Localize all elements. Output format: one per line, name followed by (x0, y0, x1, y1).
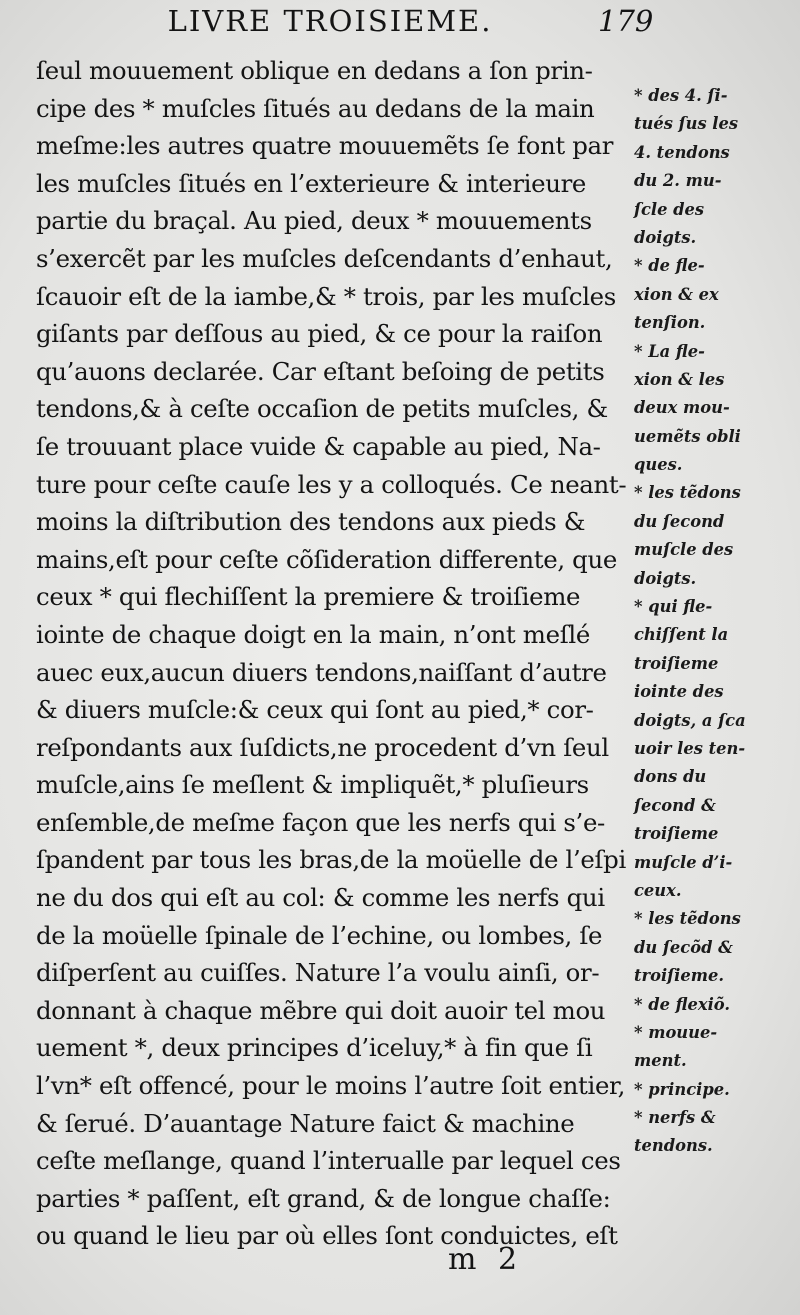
text-line: moins la diſtribution des tendons aux pieds & (36, 507, 586, 537)
margin-note-line: xion & ex (634, 284, 719, 304)
text-line: meſme:les autres quatre mouuemẽts ſe font par (36, 131, 614, 161)
margin-note-line: du 2. mu- (634, 171, 722, 191)
text-line: s’exercẽt par les muſcles deſcendants d’enhaut, (36, 243, 613, 273)
margin-note-line: doigts, a ſca (634, 710, 746, 730)
text-line: de la moüelle ſpinale de l’echine, ou lombes, ſe (36, 920, 603, 950)
margin-note-line: * des 4. ſi- (634, 86, 728, 105)
text-line: ſeul mouuement oblique en dedans a ſon prin- (36, 56, 593, 85)
margin-note-line: doigts. (634, 227, 697, 247)
margin-note-line: troiſieme. (634, 966, 725, 986)
text-line: diſperſent au cuiſſes. Nature l’a voulu ainſi, or- (36, 958, 600, 988)
text-line: ne du dos qui eſt au col: & comme les nerfs qui (36, 883, 605, 913)
margin-note-line: troiſieme (634, 653, 719, 673)
margin-note-line: dons du (634, 767, 707, 787)
text-line: ceſte meſlange, quand l’interualle par lequel ces (36, 1146, 621, 1176)
margin-note-line: ment. (634, 1051, 687, 1071)
margin-note-line: iointe des (634, 682, 724, 702)
margin-note-line: * les tẽdons (634, 483, 741, 503)
text-line: reſpondants aux ſuſdicts,ne procedent d’vn ſeul (36, 732, 609, 762)
text-line: giſants par deſſous au pied, & ce pour la raiſon (36, 319, 603, 349)
margin-note-line: ſcle des (634, 199, 705, 219)
margin-note-line: * principe. (634, 1079, 730, 1099)
text-line: parties * paſſent, eſt grand, & de longue chaſſe: (36, 1183, 611, 1213)
margin-note-line: 4. tendons (634, 142, 730, 162)
margin-note-line: * nerfs & (634, 1108, 716, 1128)
margin-note-line: * qui fle- (634, 597, 713, 617)
text-line: cipe des * muſcles ſitués au dedans de la main (36, 93, 595, 123)
text-line: partie du braçal. Au pied, deux * mouuements (36, 206, 592, 236)
text-line: ceux * qui flechiſſent la premiere & troiſieme (36, 582, 581, 612)
text-line: ſpandent par tous les bras,de la moüelle de l’eſpi (36, 845, 626, 875)
text-line: & diuers muſcle:& ceux qui ſont au pied,* cor- (36, 695, 594, 725)
margin-note-line: chiſſent la (634, 625, 729, 645)
text-line: les muſcles ſitués en l’exterieure & interieure (36, 168, 587, 198)
margin-note-line: * de fle- (634, 256, 705, 276)
margin-note-line: * mouue- (634, 1022, 718, 1042)
margin-note-line: du ſecõd & (634, 937, 733, 957)
margin-note-line: doigts. (634, 568, 697, 588)
text-line: tendons,& à ceſte occaſion de petits muſcles, & (36, 394, 608, 424)
margin-note-line: muſcle d’i- (634, 852, 733, 872)
margin-note-line: tués ſus les (634, 114, 739, 134)
text-line: muſcle,ains ſe meſlent & impliquẽt,* pluſieurs (36, 770, 589, 800)
text-line: ou quand le lieu par où elles ſont conduictes, eſt (36, 1221, 618, 1251)
signature-mark: m 2 (448, 1242, 524, 1277)
main-text-block (36, 52, 628, 1255)
page-number: 179 (598, 4, 654, 38)
margin-note-line: * La fle- (634, 341, 705, 361)
margin-note-line: muſcle des (634, 540, 734, 560)
text-line: qu’auons declarée. Car eſtant beſoing de petits (36, 356, 605, 386)
margin-note-line: ques. (634, 455, 683, 475)
text-line: auec eux,aucun diuers tendons,naiſſant d’autre (36, 657, 607, 687)
marginal-notes (634, 82, 796, 1161)
margin-note-line: uoir les ten- (634, 738, 746, 758)
margin-note-line: uemẽts obli (634, 426, 741, 446)
margin-note-line: * de flexiõ. (634, 994, 731, 1014)
margin-note-line: troiſieme (634, 824, 719, 844)
margin-note-line: deux mou- (634, 398, 730, 418)
margin-note-line: tenſion. (634, 313, 706, 333)
margin-note-line: xion & les (634, 369, 725, 389)
text-line: & ſerué. D’auantage Nature faict & machine (36, 1108, 575, 1138)
text-line: l’vn* eſt offencé, pour le moins l’autre ſoit entier, (36, 1071, 626, 1101)
text-line: iointe de chaque doigt en la main, n’ont meſlé (36, 619, 590, 649)
margin-note-line: ſecond & (634, 795, 716, 815)
text-line: ſcauoir eſt de la iambe,& * trois, par les muſcles (36, 281, 616, 311)
text-line: mains,eſt pour ceſte cõſideration differente, que (36, 544, 617, 574)
text-line: uement *, deux principes d’iceluy,* à fin que ſi (36, 1033, 593, 1063)
margin-note-line: tendons. (634, 1136, 713, 1156)
margin-note-line: ceux. (634, 880, 682, 900)
text-line: enſemble,de meſme façon que les nerfs qui s’e- (36, 807, 605, 837)
running-title: LIVRE TROISIEME. (167, 4, 493, 38)
text-line: donnant à chaque mẽbre qui doit auoir tel mou (36, 995, 606, 1025)
text-line: ſe trouuant place vuide & capable au pied, Na- (36, 431, 601, 461)
margin-note-line: du ſecond (634, 511, 725, 531)
text-line: ture pour ceſte cauſe les y a colloqués. Ce neant- (36, 469, 627, 499)
margin-note-line: * les tẽdons (634, 909, 741, 929)
